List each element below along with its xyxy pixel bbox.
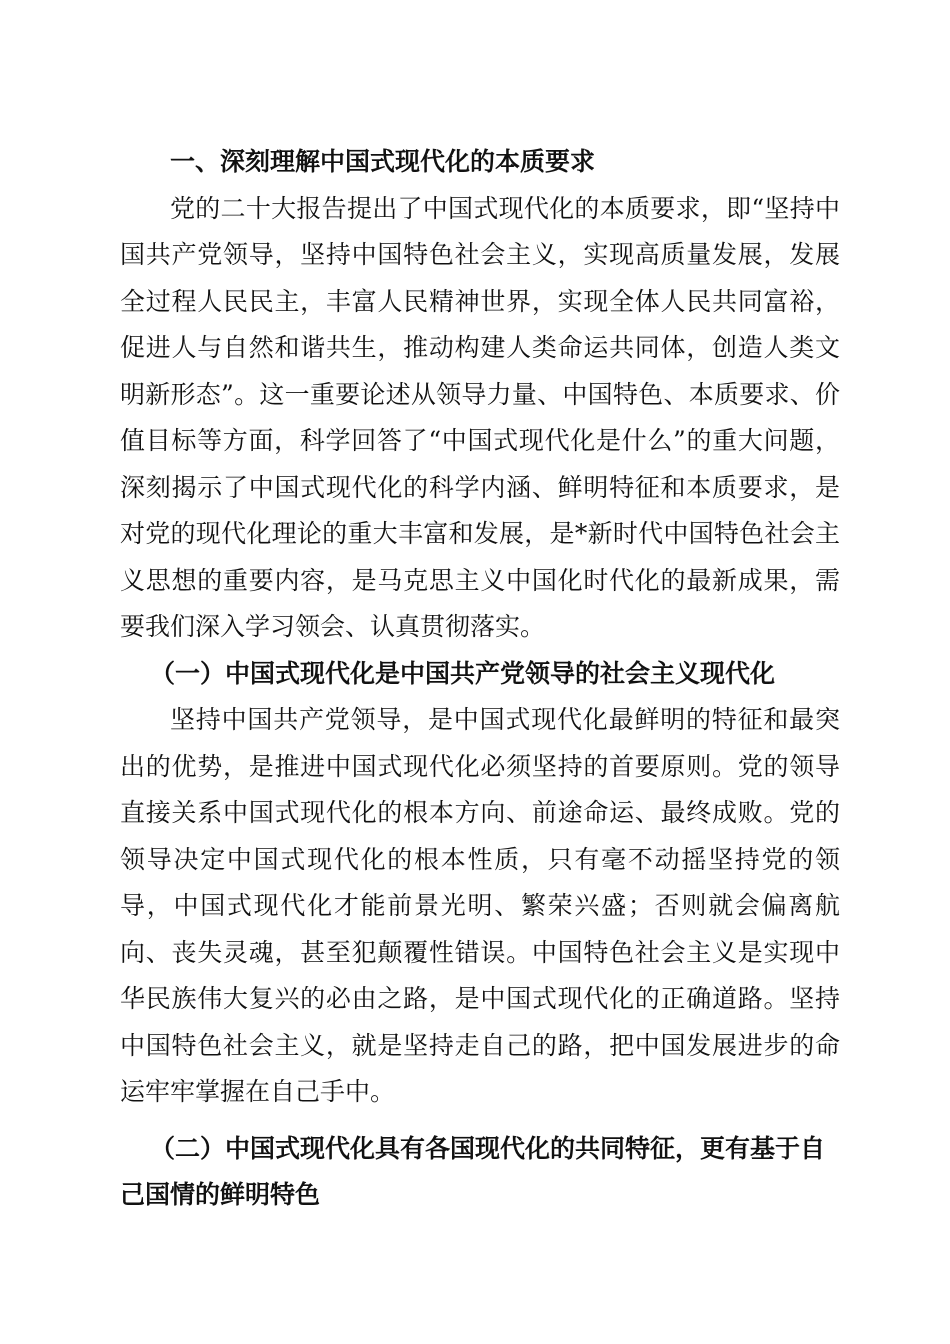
subsection-1-paragraph: 坚持中国共产党领导，是中国式现代化最鲜明的特征和最突出的优势，是推进中国式现代化必须坚持的首要原则。党的领导直接关系中国式现代化的根本方向、前途命运、最终成败。党的领导决定中国式现代化的根本性质，只有毫不动摇坚持党的领导，中国式现代化才能前景光明、繁荣兴盛；否则就会偏离航向、丧失灵魂，甚至犯颠覆性错误。中国特色社会主义是实现中华民族伟大复兴的必由之路，是中国式现代化的正确道路。坚持中国特色社会主义，就是坚持走自己的路，把中国发展进步的命运牢牢掌握在自己手中。	[120, 705, 840, 1106]
subsection-2-title: （二）中国式现代化具有各国现代化的共同特征，更有基于自己国情的鲜明特色	[120, 1133, 826, 1209]
subsection-1-title: （一）中国式现代化是中国共产党领导的社会主义现代化	[150, 658, 776, 688]
intro-paragraph: 党的二十大报告提出了中国式现代化的本质要求，即“坚持中国共产党领导，坚持中国特色社会主义，实现高质量发展，发展全过程人民民主，丰富人民精神世界，实现全体人民共同富裕，促进人与自然和谐共生，推动构建人类命运共同体，创造人类文明新形态”。这一重要论述从领导力量、中国特色、本质要求、价值目标等方面，科学回答了“中国式现代化是什么”的重大问题，深刻揭示了中国式现代化的科学内涵、鲜明特征和本质要求，是对党的现代化理论的重大丰富和发展，是*新时代中国特色社会主义思想的重要内容，是马克思主义中国化时代化的最新成果，需要我们深入学习领会、认真贯彻落实。	[120, 193, 840, 641]
document-body	[120, 139, 840, 1219]
section-title: 一、深刻理解中国式现代化的本质要求	[170, 147, 596, 176]
